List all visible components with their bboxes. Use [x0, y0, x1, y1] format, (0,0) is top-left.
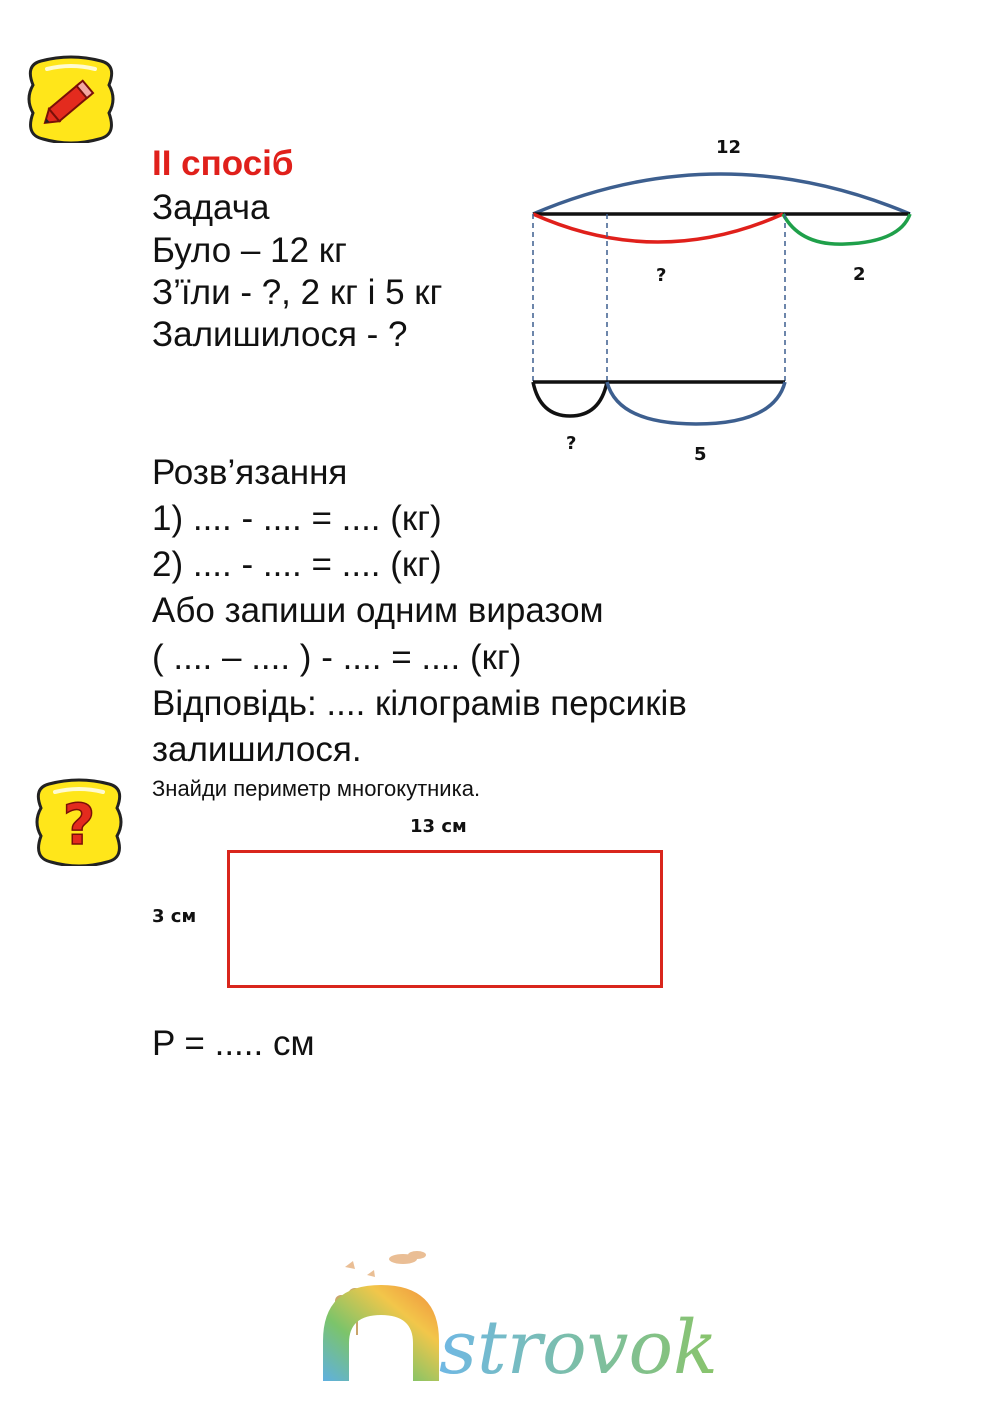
perimeter-formula: P = ..... см — [152, 1024, 315, 1063]
rect-height-label: 3 см — [152, 906, 197, 927]
rect-width-label: 13 см — [410, 816, 467, 837]
bottom-unknown-arc — [533, 382, 607, 416]
task-heading: Задача — [152, 188, 270, 227]
task-line-left: Залишилося - ? — [152, 315, 408, 354]
task-line-eaten: З’їли - ?, 2 кг і 5 кг — [152, 273, 443, 312]
svg-text:?: ? — [62, 793, 96, 858]
perimeter-instruction: Знайди периметр многокутника. — [152, 776, 481, 801]
solution-alt: Або запиши одним виразом — [152, 591, 604, 630]
label-bottom-right: 5 — [694, 444, 707, 465]
solution-step-1: 1) .... - .... = .... (кг) — [152, 499, 442, 538]
label-total: 12 — [716, 137, 742, 158]
question-mark-icon — [35, 778, 123, 866]
polygon-rectangle — [227, 850, 663, 988]
top-unknown-arc — [533, 214, 783, 242]
solution-title: Розв’язання — [152, 453, 348, 492]
label-top-right: 2 — [853, 264, 866, 285]
method-title: II спосіб — [152, 144, 294, 183]
answer-line-1: Відповідь: .... кілограмів персиків — [152, 684, 687, 723]
ostrovok-logo — [315, 1245, 755, 1385]
top-total-arc — [533, 174, 910, 214]
bottom-right-arc — [607, 382, 785, 424]
answer-line-2: залишилося. — [152, 730, 362, 769]
task-line-had: Було – 12 кг — [152, 231, 347, 270]
label-top-unknown: ? — [656, 265, 667, 286]
svg-text:strovok: strovok — [439, 1305, 718, 1385]
top-right-arc — [783, 214, 910, 244]
pencil-icon — [27, 55, 115, 143]
segment-diagram — [520, 128, 930, 468]
solution-expression: ( .... – .... ) - .... = .... (кг) — [152, 638, 522, 677]
solution-step-2: 2) .... - .... = .... (кг) — [152, 545, 442, 584]
label-bottom-unknown: ? — [566, 433, 577, 454]
